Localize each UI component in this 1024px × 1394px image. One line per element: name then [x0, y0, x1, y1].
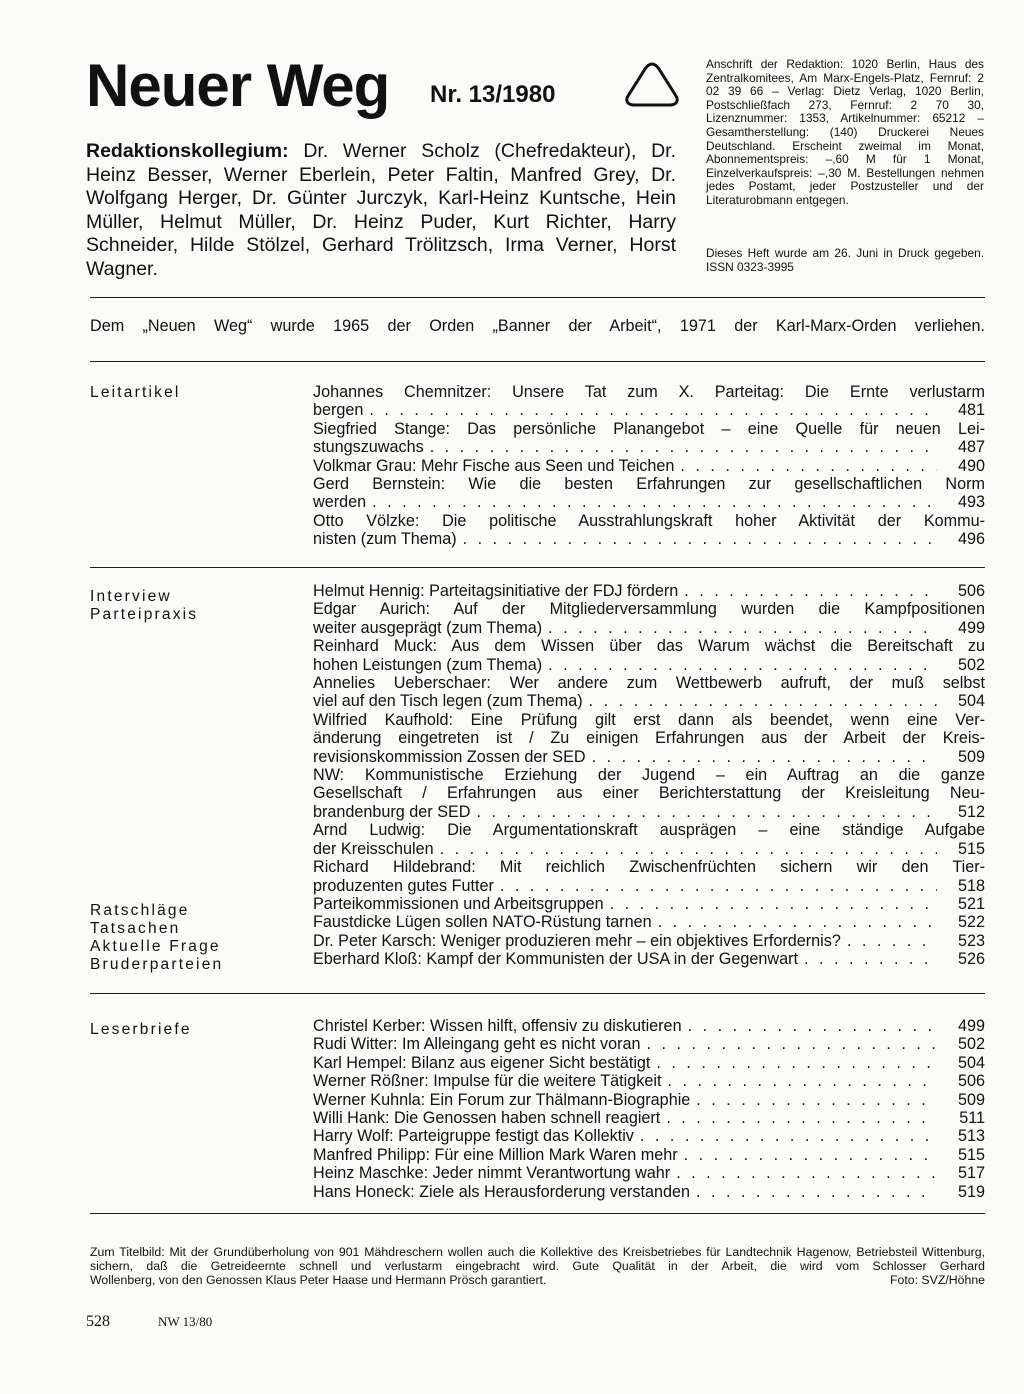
entry-text: produzenten gutes Futter — [313, 876, 494, 895]
category-label: Parteipraxis — [90, 606, 199, 623]
entry-text: Johannes Chemnitzer: Unsere Tat zum X. Parteitag: Die Ernte verlustarm — [313, 383, 985, 401]
toc-entry[interactable] — [313, 1164, 985, 1182]
toc-entry[interactable] — [313, 858, 985, 895]
entry-text: Dr. Peter Karsch: Weniger produzieren mehr – ein objektives Erfordernis? — [313, 931, 841, 950]
entry-text: Karl Hempel: Bilanz aus eigener Sicht bestätigt — [313, 1053, 651, 1072]
page-number: 509 — [957, 747, 985, 766]
page-number: 515 — [957, 1145, 985, 1164]
caption-text-end: Wollenberg, von den Genossen Klaus Peter Haase und Hermann Prösch garantiert. — [90, 1272, 547, 1287]
toc-entry[interactable] — [313, 950, 985, 968]
page-number: 490 — [957, 456, 985, 475]
toc-entry[interactable] — [313, 674, 985, 711]
category-label: Leserbriefe — [90, 1021, 192, 1038]
entry-text: Wilfried Kaufhold: Eine Prüfung gilt erst dann als beendet, wenn eine Ver- — [313, 710, 985, 729]
toc-entry[interactable] — [313, 1091, 985, 1109]
entry-text: Eberhard Kloß: Kampf der Kommunisten der USA in der Gegenwart — [313, 950, 798, 969]
page-number: 504 — [957, 692, 985, 711]
toc-entry[interactable] — [313, 1072, 985, 1090]
entry-text: Hans Honeck: Ziele als Herausforderung verstanden — [313, 1182, 691, 1201]
page-number: 502 — [957, 655, 985, 674]
toc-entry[interactable] — [313, 1109, 985, 1127]
entry-text: Gesellschaft / Erfahrungen aus einer Berichterstattung der Kreisleitung Neu- — [313, 784, 985, 803]
toc-entry[interactable] — [313, 1127, 985, 1145]
page-number: 523 — [957, 931, 985, 950]
entry-text: Parteikommissionen und Arbeitsgruppen — [313, 894, 604, 913]
toc-entry[interactable] — [313, 457, 985, 475]
entry-text: Reinhard Muck: Aus dem Wissen über das Warum wächst die Bereitschaft zu — [313, 637, 985, 656]
page-number: 522 — [957, 913, 985, 932]
entry-text: Christel Kerber: Wissen hilft, offensiv zu diskutieren — [313, 1017, 682, 1035]
toc-entry[interactable] — [313, 1054, 985, 1072]
category-label: Ratschläge — [90, 902, 190, 919]
entry-text: Otto Völzke: Die politische Ausstrahlungskraft hoher Aktivität der Kommu- — [313, 511, 985, 530]
category-label: Bruderparteien — [90, 956, 224, 973]
page-number: 506 — [957, 582, 985, 600]
category-label: Aktuelle Frage — [90, 938, 221, 955]
masthead-title: Neuer Weg — [86, 52, 390, 119]
entry-text: Werner Kuhnla: Ein Forum zur Thälmann-Biographie — [313, 1090, 691, 1109]
entry-text: bergen — [313, 401, 364, 420]
page-number: 506 — [957, 1072, 985, 1091]
page-number: 519 — [957, 1182, 985, 1201]
issue-number: Nr. 13/1980 — [430, 81, 556, 108]
page-number: 481 — [957, 401, 985, 420]
page-number: 521 — [957, 894, 985, 913]
divider — [90, 297, 985, 298]
entry-text: viel auf den Tisch legen (zum Thema) — [313, 692, 583, 711]
entry-text: Harry Wolf: Parteigruppe festigt das Kollektiv — [313, 1127, 634, 1146]
page-number: 511 — [959, 1109, 985, 1128]
entry-text: Richard Hildebrand: Mit reichlich Zwischenfrüchten sichern wir den Tier- — [313, 858, 985, 877]
page-number: 493 — [957, 493, 985, 512]
editorial-board — [86, 140, 676, 282]
photo-credit: Foto: SVZ/Höhne — [889, 1272, 985, 1287]
toc-entry[interactable] — [313, 637, 985, 674]
page-number: 496 — [957, 530, 985, 549]
entry-text: Arnd Ludwig: Die Argumentationskraft ausprägen – eine ständige Aufgabe — [313, 821, 985, 840]
category-label: Leitartikel — [90, 384, 181, 401]
entry-text: stungszuwachs — [313, 438, 424, 457]
toc-list — [313, 1017, 985, 1201]
cover-caption — [90, 1246, 985, 1287]
entry-text: Gerd Bernstein: Wie die besten Erfahrungen zur gesellschaftlichen Norm — [313, 475, 985, 494]
entry-text: Helmut Hennig: Parteitagsinitiative der FDJ fördern — [313, 582, 679, 600]
toc-entry[interactable] — [313, 1017, 985, 1035]
entry-text: Edgar Aurich: Auf der Mitgliederversammlung wurden die Kampfpositionen — [313, 600, 985, 619]
page-number: 502 — [957, 1035, 985, 1054]
entry-text: nisten (zum Thema) — [313, 530, 457, 549]
page-number: 517 — [957, 1164, 985, 1183]
entry-text: brandenburg der SED — [313, 802, 471, 821]
toc-entry[interactable] — [313, 766, 985, 821]
divider — [90, 567, 985, 568]
toc-entry[interactable] — [313, 1035, 985, 1053]
toc-entry[interactable] — [313, 475, 985, 512]
editorial-board-members: Dr. Werner Scholz (Chefredakteur), Dr. Heinz Besser, Werner Eberlein, Peter Faltin, Manfred Grey, Dr. Wolfgang Herger, Dr. Günter Jurczyk, Karl-Heinz Kuntsche, Hein Müller, Helmut Müller, Dr. Heinz Puder, Kurt Richter, Harry Schneider, Hilde Stölzel, Gerhard Trölitzsch, Irma Verner, Horst Wagner. — [86, 140, 677, 280]
toc-entry[interactable] — [313, 1146, 985, 1164]
toc-entry[interactable] — [313, 895, 985, 913]
toc-entry[interactable] — [313, 932, 985, 950]
page-number: 512 — [957, 802, 985, 821]
page-number: 518 — [957, 876, 985, 895]
toc-entry[interactable] — [313, 821, 985, 858]
issue-reference-footer: NW 13/80 — [158, 1314, 213, 1329]
entry-text: Manfred Philipp: Für eine Million Mark Waren mehr — [313, 1145, 678, 1164]
entry-text: Willi Hank: Die Genossen haben schnell reagiert — [313, 1109, 661, 1128]
print-note: Dieses Heft wurde am 26. Juni in Druck gegeben. ISSN 0323-3995 — [706, 246, 984, 274]
entry-text: Volkmar Grau: Mehr Fische aus Seen und Teichen — [313, 456, 675, 475]
award-line: Dem „Neuen Weg“ wurde 1965 der Orden „Banner der Arbeit“, 1971 der Karl-Marx-Orden verliehen. — [90, 317, 985, 335]
page-number: 513 — [957, 1127, 985, 1146]
toc-entry[interactable] — [313, 711, 985, 766]
entry-text: revisionskommission Zossen der SED — [313, 747, 586, 766]
divider — [90, 993, 985, 994]
entry-text: NW: Kommunistische Erziehung der Jugend – ein Auftrag an die ganze — [313, 766, 985, 785]
publisher-address: Anschrift der Redaktion: 1020 Berlin, Haus des Zentralkomitees, Am Marx-Engels-Platz, Fernruf: 2 02 39 66 – Verlag: Dietz Verlag, 1020 Berlin, Postschließfach 273, Fernruf: 2 70 30, Lizenznummer: 1353, Artikelnummer: 65212 – Gesamtherstellung: (140) Druckerei Neues Deutschland. Erscheint zweimal im Monat, Abonnementspreis: –,60 M für 1 Monat, Einzelverkaufspreis: –,30 M. Bestellungen nehmen jedes Postamt, jeder Postzusteller und der Literaturobmann entgegen. — [706, 57, 984, 207]
page-number: 499 — [957, 1017, 985, 1035]
toc-entry[interactable] — [313, 1183, 985, 1201]
page-number: 487 — [957, 438, 985, 457]
entry-text: Annelies Ueberschaer: Wer andere zum Wettbewerb aufruft, der muß selbst — [313, 674, 985, 693]
page-number: 499 — [957, 618, 985, 637]
toc-list — [313, 582, 985, 969]
entry-text: änderung eingetreten ist / Zu einigen Erfahrungen aus der Arbeit der Kreis- — [313, 729, 985, 748]
page-number: 526 — [957, 950, 985, 969]
page-number: 504 — [957, 1053, 985, 1072]
category-label: Tatsachen — [90, 920, 181, 937]
entry-text: hohen Leistungen (zum Thema) — [313, 655, 543, 674]
page-number: 515 — [957, 839, 985, 858]
entry-text: Rudi Witter: Im Alleingang geht es nicht voran — [313, 1035, 641, 1054]
page-number: 509 — [957, 1090, 985, 1109]
toc-entry[interactable] — [313, 582, 985, 600]
triangle-logo-icon — [624, 60, 680, 108]
divider — [90, 361, 985, 362]
entry-text: Heinz Maschke: Jeder nimmt Verantwortung wahr — [313, 1164, 671, 1183]
entry-text: Faustdicke Lügen sollen NATO-Rüstung tarnen — [313, 913, 652, 932]
toc-list — [313, 383, 985, 549]
toc-entry[interactable] — [313, 512, 985, 549]
caption-text: Zum Titelbild: Mit der Grundüberholung von 901 Mähdreschern wollen auch die Kollektive des Kreisbetriebes für Landtechnik Hagenow, Betriebsteil Wittenburg, sichern, daß die Getreideernte schnell und verlustarm eingebracht wird. Gute Qualität in der Arbeit, die wird vom Schlosser Gerhard — [90, 1245, 985, 1273]
entry-text: Werner Rößner: Impulse für die weitere Tätigkeit — [313, 1072, 662, 1091]
category-label: Interview — [90, 588, 172, 605]
divider — [90, 1213, 985, 1214]
entry-text: weiter ausgeprägt (zum Thema) — [313, 618, 543, 637]
editorial-board-label: Redaktionskollegium: — [86, 140, 289, 162]
toc-entry[interactable] — [313, 420, 985, 457]
toc-entry[interactable] — [313, 383, 985, 420]
toc-entry[interactable] — [313, 913, 985, 931]
entry-text: werden — [313, 493, 367, 512]
toc-entry[interactable] — [313, 600, 985, 637]
entry-text: der Kreisschulen — [313, 839, 434, 858]
entry-text: Siegfried Stange: Das persönliche Planangebot – eine Quelle für neuen Lei- — [313, 419, 985, 438]
page-number-footer: 528 — [86, 1313, 110, 1330]
